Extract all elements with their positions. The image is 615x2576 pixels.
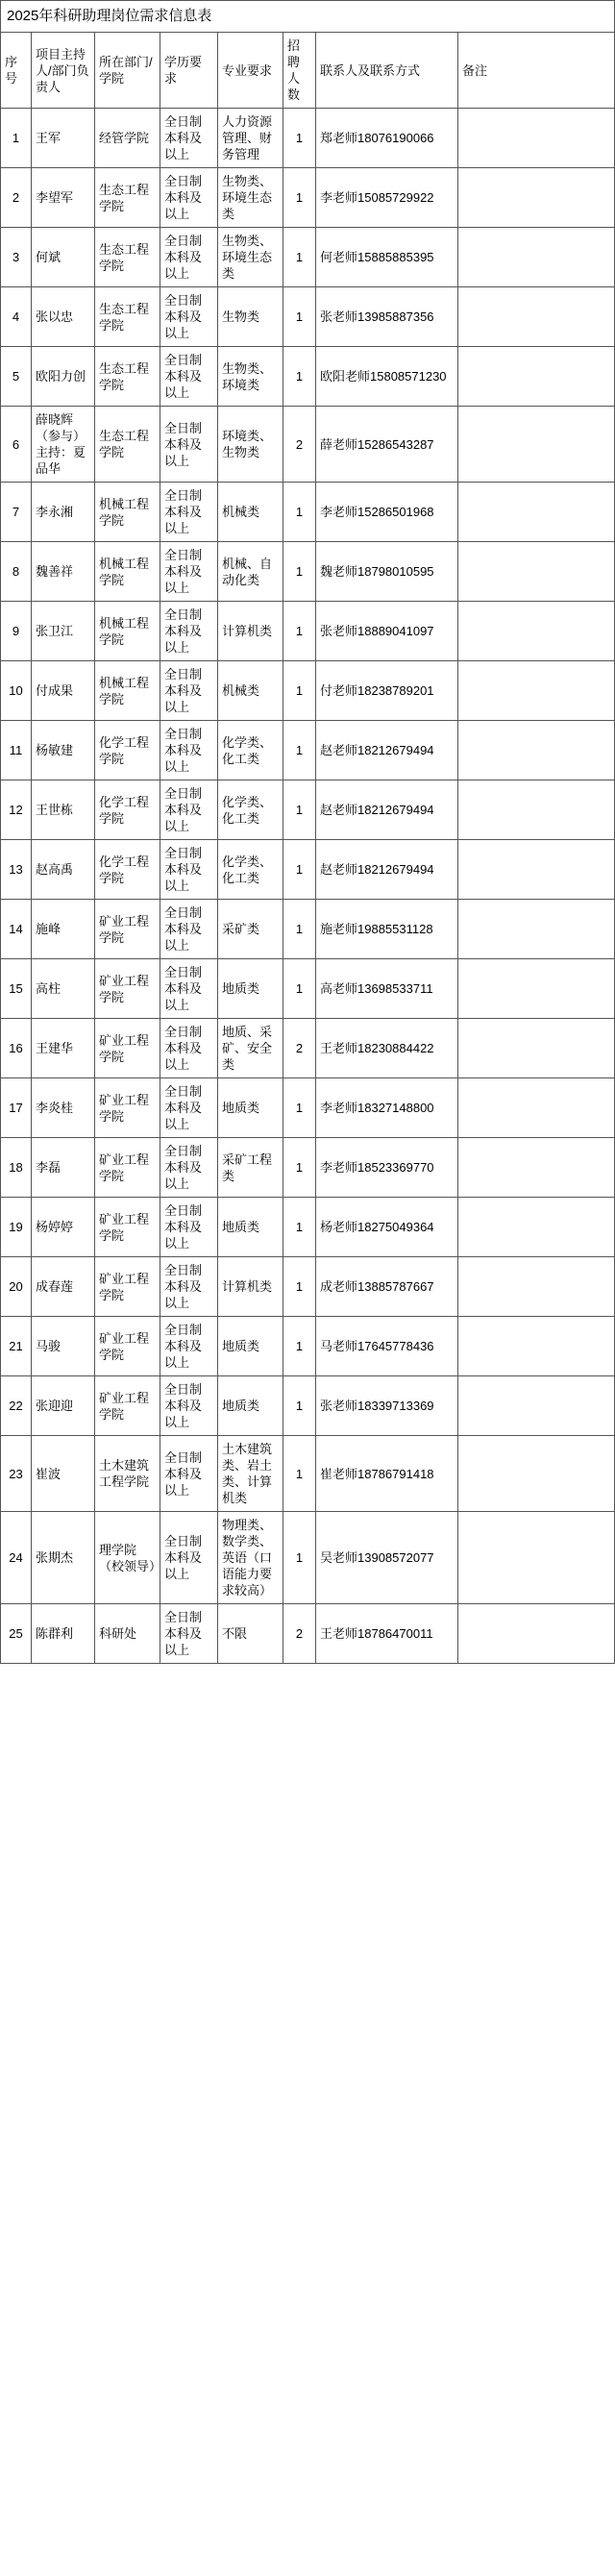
table-row xyxy=(1,483,615,542)
cell-remark xyxy=(458,1138,615,1198)
cell-count: 1 xyxy=(283,1512,316,1604)
cell-leader: 王建华 xyxy=(32,1019,95,1078)
cell-count: 1 xyxy=(283,959,316,1019)
cell-contact: 李老师18523369770 xyxy=(316,1138,458,1198)
table-row xyxy=(1,840,615,900)
table-row xyxy=(1,407,615,483)
cell-leader: 张卫江 xyxy=(32,602,95,661)
cell-contact: 高老师13698533711 xyxy=(316,959,458,1019)
cell-contact: 李老师18327148800 xyxy=(316,1078,458,1138)
table-body xyxy=(1,109,615,1664)
cell-department: 矿业工程学院 xyxy=(95,1376,160,1436)
cell-remark xyxy=(458,1512,615,1604)
cell-leader: 陈群利 xyxy=(32,1604,95,1664)
cell-count: 2 xyxy=(283,1019,316,1078)
cell-contact: 王老师18230884422 xyxy=(316,1019,458,1078)
column-header-count: 招聘人数 xyxy=(283,33,316,109)
cell-remark xyxy=(458,228,615,287)
cell-leader: 张迎迎 xyxy=(32,1376,95,1436)
cell-major: 化学类、化工类 xyxy=(218,721,283,780)
table-row xyxy=(1,721,615,780)
column-header-contact: 联系人及联系方式 xyxy=(316,33,458,109)
cell-major: 采矿类 xyxy=(218,900,283,959)
cell-education: 全日制本科及以上 xyxy=(160,840,218,900)
cell-index: 19 xyxy=(1,1198,32,1257)
cell-education: 全日制本科及以上 xyxy=(160,347,218,407)
cell-index: 7 xyxy=(1,483,32,542)
cell-contact: 魏老师18798010595 xyxy=(316,542,458,602)
cell-leader: 杨婷婷 xyxy=(32,1198,95,1257)
cell-major: 人力资源管理、财务管理 xyxy=(218,109,283,168)
table-row xyxy=(1,1512,615,1604)
cell-remark xyxy=(458,542,615,602)
cell-leader: 付成果 xyxy=(32,661,95,721)
cell-leader: 张期杰 xyxy=(32,1512,95,1604)
cell-department: 矿业工程学院 xyxy=(95,1138,160,1198)
cell-index: 16 xyxy=(1,1019,32,1078)
cell-major: 地质类 xyxy=(218,959,283,1019)
cell-count: 1 xyxy=(283,542,316,602)
cell-leader: 成春莲 xyxy=(32,1257,95,1317)
cell-leader: 王军 xyxy=(32,109,95,168)
cell-contact: 赵老师18212679494 xyxy=(316,840,458,900)
cell-department: 生态工程学院 xyxy=(95,168,160,228)
cell-index: 15 xyxy=(1,959,32,1019)
cell-index: 24 xyxy=(1,1512,32,1604)
cell-index: 25 xyxy=(1,1604,32,1664)
cell-index: 12 xyxy=(1,780,32,840)
cell-education: 全日制本科及以上 xyxy=(160,168,218,228)
cell-major: 地质类 xyxy=(218,1317,283,1376)
cell-index: 2 xyxy=(1,168,32,228)
table-row xyxy=(1,347,615,407)
cell-leader: 薛晓辉（参与）主持：夏品华 xyxy=(32,407,95,483)
cell-department: 生态工程学院 xyxy=(95,347,160,407)
cell-department: 土木建筑工程学院 xyxy=(95,1436,160,1512)
cell-index: 13 xyxy=(1,840,32,900)
column-header-leader: 项目主持人/部门负责人 xyxy=(32,33,95,109)
cell-major: 地质、采矿、安全类 xyxy=(218,1019,283,1078)
cell-remark xyxy=(458,109,615,168)
cell-education: 全日制本科及以上 xyxy=(160,287,218,347)
cell-index: 22 xyxy=(1,1376,32,1436)
cell-leader: 杨敏建 xyxy=(32,721,95,780)
cell-remark xyxy=(458,1376,615,1436)
column-header-major: 专业要求 xyxy=(218,33,283,109)
cell-count: 1 xyxy=(283,602,316,661)
cell-major: 生物类、环境生态类 xyxy=(218,168,283,228)
cell-major: 土木建筑类、岩土类、计算机类 xyxy=(218,1436,283,1512)
cell-contact: 李老师15286501968 xyxy=(316,483,458,542)
cell-contact: 吴老师13908572077 xyxy=(316,1512,458,1604)
cell-count: 1 xyxy=(283,780,316,840)
cell-leader: 魏善祥 xyxy=(32,542,95,602)
cell-remark xyxy=(458,780,615,840)
cell-major: 机械、自动化类 xyxy=(218,542,283,602)
cell-leader: 张以忠 xyxy=(32,287,95,347)
cell-education: 全日制本科及以上 xyxy=(160,1604,218,1664)
cell-contact: 李老师15085729922 xyxy=(316,168,458,228)
cell-contact: 张老师18339713369 xyxy=(316,1376,458,1436)
cell-contact: 施老师19885531128 xyxy=(316,900,458,959)
cell-index: 14 xyxy=(1,900,32,959)
cell-education: 全日制本科及以上 xyxy=(160,1317,218,1376)
cell-department: 理学院（校领导） xyxy=(95,1512,160,1604)
cell-index: 20 xyxy=(1,1257,32,1317)
cell-contact: 张老师18889041097 xyxy=(316,602,458,661)
cell-department: 矿业工程学院 xyxy=(95,900,160,959)
cell-major: 地质类 xyxy=(218,1198,283,1257)
cell-index: 10 xyxy=(1,661,32,721)
cell-remark xyxy=(458,661,615,721)
cell-leader: 李磊 xyxy=(32,1138,95,1198)
cell-contact: 何老师15885885395 xyxy=(316,228,458,287)
cell-remark xyxy=(458,721,615,780)
cell-index: 23 xyxy=(1,1436,32,1512)
cell-education: 全日制本科及以上 xyxy=(160,1436,218,1512)
cell-leader: 施峰 xyxy=(32,900,95,959)
cell-remark xyxy=(458,483,615,542)
cell-department: 矿业工程学院 xyxy=(95,1019,160,1078)
cell-department: 化学工程学院 xyxy=(95,721,160,780)
cell-contact: 张老师13985887356 xyxy=(316,287,458,347)
column-header-index: 序号 xyxy=(1,33,32,109)
cell-department: 化学工程学院 xyxy=(95,780,160,840)
cell-contact: 付老师18238789201 xyxy=(316,661,458,721)
cell-remark xyxy=(458,1436,615,1512)
cell-remark xyxy=(458,1317,615,1376)
cell-education: 全日制本科及以上 xyxy=(160,661,218,721)
cell-department: 化学工程学院 xyxy=(95,840,160,900)
cell-leader: 马骏 xyxy=(32,1317,95,1376)
cell-contact: 欧阳老师15808571230 xyxy=(316,347,458,407)
cell-index: 11 xyxy=(1,721,32,780)
cell-count: 1 xyxy=(283,1436,316,1512)
cell-index: 6 xyxy=(1,407,32,483)
cell-index: 5 xyxy=(1,347,32,407)
table-row xyxy=(1,1257,615,1317)
cell-remark xyxy=(458,900,615,959)
cell-education: 全日制本科及以上 xyxy=(160,900,218,959)
cell-contact: 赵老师18212679494 xyxy=(316,780,458,840)
cell-education: 全日制本科及以上 xyxy=(160,228,218,287)
cell-contact: 赵老师18212679494 xyxy=(316,721,458,780)
cell-major: 环境类、生物类 xyxy=(218,407,283,483)
cell-leader: 李炎桂 xyxy=(32,1078,95,1138)
cell-education: 全日制本科及以上 xyxy=(160,1078,218,1138)
cell-count: 1 xyxy=(283,1376,316,1436)
cell-remark xyxy=(458,1604,615,1664)
cell-remark xyxy=(458,287,615,347)
cell-count: 1 xyxy=(283,287,316,347)
cell-leader: 崔波 xyxy=(32,1436,95,1512)
cell-contact: 成老师13885787667 xyxy=(316,1257,458,1317)
table-row xyxy=(1,1138,615,1198)
cell-department: 生态工程学院 xyxy=(95,228,160,287)
cell-education: 全日制本科及以上 xyxy=(160,780,218,840)
cell-contact: 郑老师18076190066 xyxy=(316,109,458,168)
cell-department: 机械工程学院 xyxy=(95,483,160,542)
cell-major: 机械类 xyxy=(218,483,283,542)
table-row xyxy=(1,959,615,1019)
table-row xyxy=(1,1604,615,1664)
cell-count: 1 xyxy=(283,1317,316,1376)
cell-major: 采矿工程类 xyxy=(218,1138,283,1198)
cell-index: 17 xyxy=(1,1078,32,1138)
column-header-remark: 备注 xyxy=(458,33,615,109)
table-row xyxy=(1,228,615,287)
cell-contact: 马老师17645778436 xyxy=(316,1317,458,1376)
cell-remark xyxy=(458,168,615,228)
cell-remark xyxy=(458,1078,615,1138)
cell-count: 1 xyxy=(283,1078,316,1138)
cell-count: 1 xyxy=(283,1138,316,1198)
requirement-table xyxy=(0,32,615,1664)
cell-remark xyxy=(458,1019,615,1078)
cell-department: 矿业工程学院 xyxy=(95,959,160,1019)
cell-remark xyxy=(458,1257,615,1317)
cell-education: 全日制本科及以上 xyxy=(160,1198,218,1257)
cell-education: 全日制本科及以上 xyxy=(160,1138,218,1198)
cell-contact: 杨老师18275049364 xyxy=(316,1198,458,1257)
table-row xyxy=(1,1198,615,1257)
cell-department: 矿业工程学院 xyxy=(95,1317,160,1376)
table-row xyxy=(1,900,615,959)
cell-index: 1 xyxy=(1,109,32,168)
column-header-education: 学历要求 xyxy=(160,33,218,109)
table-row xyxy=(1,1019,615,1078)
cell-count: 1 xyxy=(283,347,316,407)
cell-department: 机械工程学院 xyxy=(95,661,160,721)
cell-major: 计算机类 xyxy=(218,1257,283,1317)
cell-education: 全日制本科及以上 xyxy=(160,721,218,780)
cell-education: 全日制本科及以上 xyxy=(160,542,218,602)
cell-count: 2 xyxy=(283,407,316,483)
table-row xyxy=(1,542,615,602)
cell-education: 全日制本科及以上 xyxy=(160,602,218,661)
cell-count: 1 xyxy=(283,840,316,900)
cell-index: 18 xyxy=(1,1138,32,1198)
table-header-row xyxy=(1,33,615,109)
cell-major: 生物类、环境类 xyxy=(218,347,283,407)
table-row xyxy=(1,287,615,347)
cell-count: 1 xyxy=(283,900,316,959)
cell-count: 1 xyxy=(283,1198,316,1257)
cell-department: 机械工程学院 xyxy=(95,602,160,661)
table-row xyxy=(1,661,615,721)
cell-remark xyxy=(458,602,615,661)
cell-department: 科研处 xyxy=(95,1604,160,1664)
cell-education: 全日制本科及以上 xyxy=(160,1019,218,1078)
table-row xyxy=(1,168,615,228)
cell-leader: 李望军 xyxy=(32,168,95,228)
cell-major: 物理类、数学类、英语（口语能力要求较高） xyxy=(218,1512,283,1604)
cell-index: 3 xyxy=(1,228,32,287)
cell-major: 计算机类 xyxy=(218,602,283,661)
cell-major: 机械类 xyxy=(218,661,283,721)
table-row xyxy=(1,1376,615,1436)
table-row xyxy=(1,1078,615,1138)
cell-leader: 赵高禹 xyxy=(32,840,95,900)
cell-leader: 王世栋 xyxy=(32,780,95,840)
cell-count: 1 xyxy=(283,109,316,168)
cell-major: 化学类、化工类 xyxy=(218,840,283,900)
column-header-department: 所在部门/学院 xyxy=(95,33,160,109)
cell-remark xyxy=(458,959,615,1019)
cell-department: 生态工程学院 xyxy=(95,407,160,483)
cell-department: 机械工程学院 xyxy=(95,542,160,602)
table-header xyxy=(1,33,615,109)
table-row xyxy=(1,602,615,661)
cell-major: 地质类 xyxy=(218,1078,283,1138)
cell-remark xyxy=(458,840,615,900)
cell-remark xyxy=(458,1198,615,1257)
cell-department: 矿业工程学院 xyxy=(95,1198,160,1257)
table-row xyxy=(1,1436,615,1512)
cell-leader: 高柱 xyxy=(32,959,95,1019)
cell-leader: 何斌 xyxy=(32,228,95,287)
table-row xyxy=(1,780,615,840)
cell-remark xyxy=(458,347,615,407)
cell-index: 8 xyxy=(1,542,32,602)
cell-major: 不限 xyxy=(218,1604,283,1664)
cell-department: 生态工程学院 xyxy=(95,287,160,347)
page-title: 2025年科研助理岗位需求信息表 xyxy=(0,0,615,32)
cell-count: 1 xyxy=(283,1257,316,1317)
cell-major: 生物类、环境生态类 xyxy=(218,228,283,287)
cell-count: 2 xyxy=(283,1604,316,1664)
table-row xyxy=(1,1317,615,1376)
cell-education: 全日制本科及以上 xyxy=(160,483,218,542)
cell-major: 生物类 xyxy=(218,287,283,347)
table-row xyxy=(1,109,615,168)
cell-major: 地质类 xyxy=(218,1376,283,1436)
cell-education: 全日制本科及以上 xyxy=(160,407,218,483)
cell-count: 1 xyxy=(283,661,316,721)
cell-leader: 欧阳力创 xyxy=(32,347,95,407)
cell-education: 全日制本科及以上 xyxy=(160,1512,218,1604)
cell-index: 21 xyxy=(1,1317,32,1376)
cell-department: 矿业工程学院 xyxy=(95,1078,160,1138)
cell-department: 矿业工程学院 xyxy=(95,1257,160,1317)
cell-contact: 王老师18786470011 xyxy=(316,1604,458,1664)
cell-major: 化学类、化工类 xyxy=(218,780,283,840)
cell-department: 经管学院 xyxy=(95,109,160,168)
cell-contact: 薛老师15286543287 xyxy=(316,407,458,483)
cell-index: 9 xyxy=(1,602,32,661)
cell-contact: 崔老师18786791418 xyxy=(316,1436,458,1512)
cell-count: 1 xyxy=(283,721,316,780)
cell-index: 4 xyxy=(1,287,32,347)
cell-leader: 李永湘 xyxy=(32,483,95,542)
cell-education: 全日制本科及以上 xyxy=(160,959,218,1019)
cell-education: 全日制本科及以上 xyxy=(160,1376,218,1436)
cell-remark xyxy=(458,407,615,483)
cell-education: 全日制本科及以上 xyxy=(160,109,218,168)
cell-count: 1 xyxy=(283,483,316,542)
cell-count: 1 xyxy=(283,168,316,228)
cell-education: 全日制本科及以上 xyxy=(160,1257,218,1317)
cell-count: 1 xyxy=(283,228,316,287)
